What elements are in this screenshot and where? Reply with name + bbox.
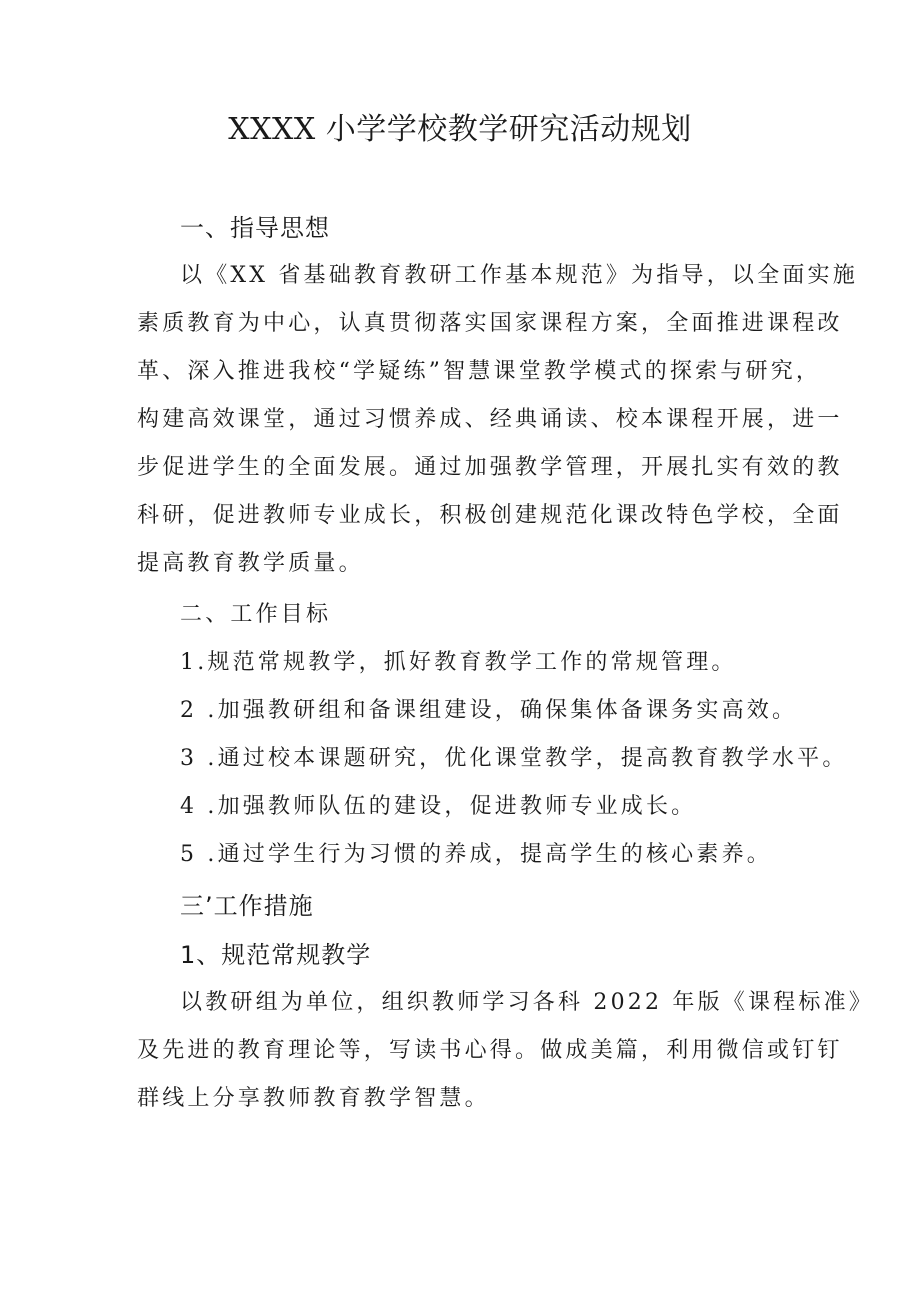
goal-item: 2 .加强教研组和备课组建设，确保集体备课务实高效。 <box>180 698 798 723</box>
paragraph-line: 及先进的教育理论等，写读书心得。做成美篇，利用微信或钉钉 <box>137 1038 843 1063</box>
section-heading-guiding-ideology: 一、指导思想 <box>180 214 330 242</box>
document-title: XXXX 小学学校教学研究活动规划 <box>228 112 692 147</box>
goal-item: 5 .通过学生行为习惯的养成，提高学生的核心素养。 <box>180 842 772 867</box>
goal-item: 1.规范常规教学，抓好教育教学工作的常规管理。 <box>180 650 737 675</box>
paragraph-line: 以教研组为单位，组织教师学习各科 2022 年版《课程标准》 <box>180 990 874 1015</box>
section-heading-work-goals: 二、工作目标 <box>180 602 332 627</box>
paragraph-line: 科研，促进教师专业成长，积极创建规范化课改特色学校，全面 <box>137 503 843 528</box>
section-heading-work-measures: 三’工作措施 <box>180 892 314 920</box>
goal-item: 4 .加强教师队伍的建设，促进教师专业成长。 <box>180 794 697 819</box>
subsection-heading-standard-teaching: 1、规范常规教学 <box>180 941 372 969</box>
goal-item: 3 .通过校本课题研究，优化课堂教学，提高教育教学水平。 <box>180 746 848 771</box>
paragraph-line: 构建高效课堂，通过习惯养成、经典诵读、校本课程开展，进一 <box>137 407 843 432</box>
paragraph-line: 步促进学生的全面发展。通过加强教学管理，开展扎实有效的教 <box>137 455 843 480</box>
paragraph-line: 群线上分享教师教育教学智慧。 <box>137 1086 490 1111</box>
paragraph-line: 提高教育教学质量。 <box>137 551 364 576</box>
paragraph-line: 素质教育为中心，认真贯彻落实国家课程方案，全面推进课程改 <box>137 311 843 336</box>
paragraph-line: 革、深入推进我校“学疑练”智慧课堂教学模式的探索与研究， <box>137 359 822 384</box>
paragraph-line: 以《XX 省基础教育教研工作基本规范》为指导，以全面实施 <box>180 263 858 288</box>
